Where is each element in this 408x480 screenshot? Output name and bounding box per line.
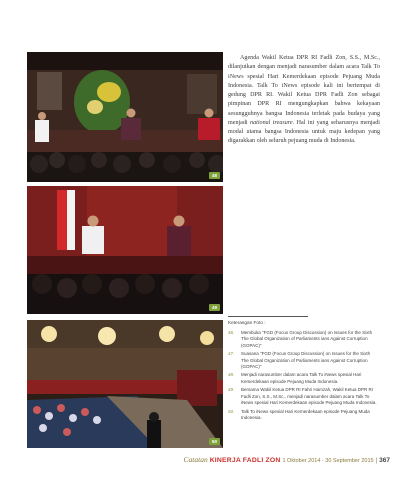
footer-separator: | (375, 458, 378, 464)
caption-text: Bersama Wakil Ketua DPR RI Fahri Hamzah, Wakil Ketua DPR RI Fadli Zon, S.S., M.Sc., menjadi narasumber dalam acara Talk To iNews spesial Hari Kemerdekaan episode Pejuang Muda Indonesia. (241, 387, 377, 406)
caption-number: 49. (228, 387, 235, 393)
footer-title: KINERJA FADLI ZON (209, 457, 281, 464)
photo-50-image (27, 320, 223, 448)
page-footer (184, 455, 390, 464)
caption-number: 47. (228, 350, 235, 356)
photo-48 (27, 52, 223, 182)
captions-title: Keterangan Foto : (228, 320, 266, 325)
caption-divider (228, 316, 308, 317)
caption-item (228, 351, 378, 371)
paragraph-text-2: . Hal ini yang seharusnya menjadi modal utama bangsa Indonesia untuk maju kedepan yang digarakkan oleh seluruh pejuang muda di Indonesia. (228, 119, 381, 145)
photo-captions (228, 320, 378, 423)
paragraph-italic-term: national treasure (250, 119, 293, 126)
caption-item (228, 372, 378, 385)
photo-number-badge: 49 (209, 304, 220, 311)
photo-48-image (27, 52, 223, 182)
caption-text: Talk To iNews spesial Hari Kemerdekaan episode Pejuang Muda Indonesia. (241, 408, 370, 421)
caption-item (228, 409, 378, 422)
caption-number: 46. (228, 329, 235, 335)
body-paragraph (228, 54, 380, 147)
photo-49 (27, 186, 223, 314)
caption-item (228, 330, 378, 350)
footer-period: 1 Oktober 2014 - 30 September 2015 (282, 458, 374, 464)
caption-text: Suasana "FGD (Focus Group Discussion) on Issues for the Sixth The Global Organization of Parliaments ians Against Corruption (GOPAC)" (241, 350, 371, 370)
caption-text: Membuka "FGD (Focus Group Discussion) on Issues for the Sixth The Global Organization of Parliaments ians Against Corruption (GOPAC)" (241, 329, 373, 348)
caption-number: 50. (228, 408, 235, 414)
photo-number-badge: 50 (209, 438, 220, 445)
photo-49-image (27, 186, 223, 314)
caption-item (228, 387, 378, 407)
page-number: 367 (379, 457, 390, 464)
caption-text: Menjadi narasumber dalam acara Talk To iNews spesial Hari Kemerdekaan episode Pejuang Muda Indonesia. (241, 372, 362, 384)
footer-lead: Catatan (183, 455, 208, 464)
photo-number-badge: 48 (209, 172, 220, 179)
caption-number: 48. (228, 372, 235, 378)
paragraph-text-1: Agenda Wakil Ketua DPR RI Fadli Zon, S.S., M.Sc., dilanjutkan dengan menjadi narasumber dalam acara Talk To iNews spesial Hari Kemerdekaan episode Pejuang Muda Indonesia. Talk To iNews episode kali ini bertempat di gedung DPR RI. Wakil Ketua DPR Fadli Zon sebagai pimpinan DPR RI mengungkapkan bahwa kekayaan sesungguhnya bangsa Indonesia terletak pada budaya yang menjadi (228, 55, 380, 126)
photo-50 (27, 320, 223, 448)
